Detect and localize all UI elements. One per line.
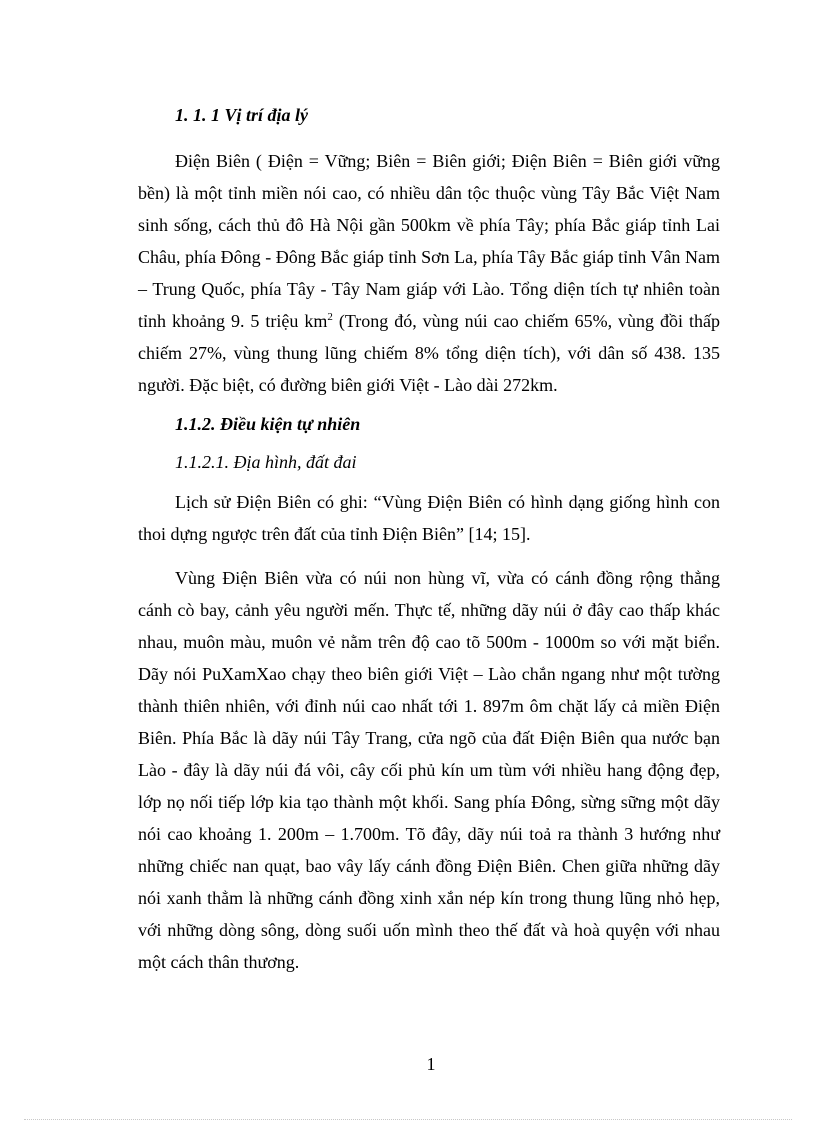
section-heading-location: 1. 1. 1 Vị trí địa lý — [175, 105, 309, 125]
paragraph-location-text-cont: (Trong đó, vùng núi cao chiếm 65%, vùng đồi thấp chiếm 27%, vùng thung lũng chiếm 8% tổng diện tích), với dân số 438. 135 người. Đặc biệt, có đường biên giới Việt - Lào dài 272km. — [138, 311, 720, 395]
paragraph-location-text: Điện Biên ( Điện = Vững; Biên = Biên giới; Điện Biên = Biên giới vững bền) là một tỉnh miền nói cao, có nhiều dân tộc thuộc vùng Tây Bắc Việt Nam sinh sống, cách thủ đô Hà Nội gần 500km về phía Tây; phía Bắc giáp tỉnh Lai Châu, phía Đông - Đông Bắc giáp tỉnh Sơn La, phía Tây Bắc giáp tỉnh Vân Nam – Trung Quốc, phía Tây - Tây Nam giáp với Lào. Tổng diện tích tự nhiên toàn tỉnh khoảng 9. 5 triệu km — [138, 151, 720, 331]
subsection-heading-terrain: 1.1.2.1. Địa hình, đất đai — [175, 452, 357, 472]
paragraph-history: Lịch sử Điện Biên có ghi: “Vùng Điện Biên có hình dạng giống hình con thoi dựng ngược trên đất của tỉnh Điện Biên” [14; 15]. — [138, 492, 720, 544]
superscript-2: 2 — [327, 311, 333, 323]
paragraph-location — [138, 145, 720, 401]
paragraph-terrain: Vùng Điện Biên vừa có núi non hùng vĩ, vừa có cánh đồng rộng thẳng cánh cò bay, cảnh yêu người mến. Thực tế, những dãy núi ở đây cao thấp khác nhau, muôn màu, muôn vẻ nằm trên độ cao tõ 500m - 1000m so với mặt biển. Dãy nói PuXamXao chạy theo biên giới Việt – Lào chắn ngang như một tường thành thiên nhiên, với đỉnh núi cao nhất tới 1. 897m ôm chặt lấy cả miền Điện Biên. Phía Bắc là dãy núi Tây Trang, cửa ngõ của đất Điện Biên qua nước bạn Lào - đây là dãy núi đá vôi, cây cối phủ kín um tùm với nhiều hang động đẹp, lớp nọ nối tiếp lớp kia tạo thành một khối. Sang phía Đông, sừng sững một dãy nói cao khoảng 1. 200m – 1.700m. Tõ đây, dãy núi toả ra thành 3 hướng như những chiếc nan quạt, bao vây lấy cánh đồng Điện Biên. Chen giữa những dãy nói xanh thẳm là những cánh đồng xinh xắn nép kín trong thung lũng nhỏ hẹp, với những dòng sông, dòng suối uốn mình theo thế đất và hoà quyện với nhau một cách thân thương. — [138, 568, 720, 972]
page-bottom-divider — [24, 1119, 792, 1120]
section-heading-natural-conditions: 1.1.2. Điều kiện tự nhiên — [175, 414, 361, 434]
page-number: 1 — [426, 1054, 436, 1074]
page-content — [138, 100, 720, 978]
